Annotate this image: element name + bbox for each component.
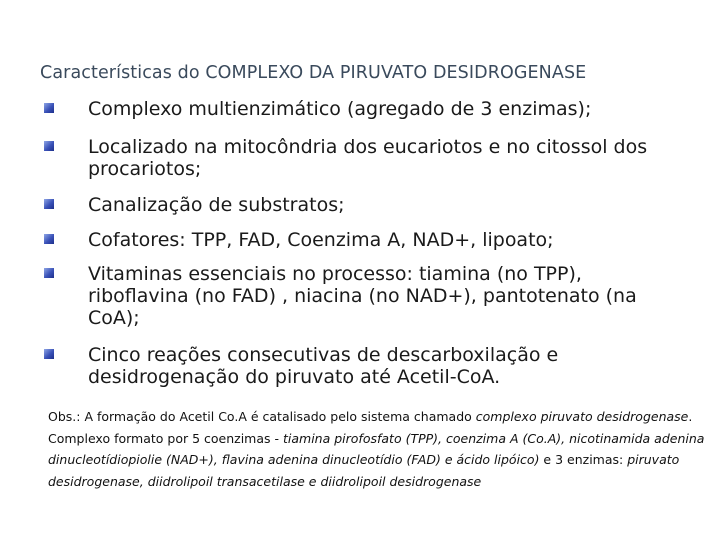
- bullet-square-icon: [44, 199, 54, 209]
- bullet-text: Canalização de substratos;: [88, 194, 345, 216]
- slide-title: Características do COMPLEXO DA PIRUVATO DESIDROGENASE: [40, 63, 587, 83]
- bullet-text: Vitaminas essenciais no processo: tiamina (no TPP), riboflavina (no FAD) , niacina (no NAD+), pantotenato (na CoA);: [88, 263, 637, 329]
- obs-text: . Complexo formato por 5 coenzimas -: [48, 409, 693, 446]
- bullet-text: Localizado na mitocôndria dos eucariotos e no citossol dos procariotos;: [88, 136, 648, 180]
- obs-text: e 3 enzimas:: [539, 452, 628, 467]
- obs-italic-complex: complexo piruvato desidrogenase: [475, 409, 689, 424]
- bullet-text: Cofatores: TPP, FAD, Coenzima A, NAD+, lipoato;: [88, 229, 554, 251]
- bullet-text: Cinco reações consecutivas de descarboxilação e desidrogenação do piruvato até Acetil-CoA.: [88, 344, 559, 388]
- bullet-square-icon: [44, 268, 54, 278]
- bullet-square-icon: [44, 103, 54, 113]
- bullet-square-icon: [44, 349, 54, 359]
- bullet-text: Complexo multienzimático (agregado de 3 enzimas);: [88, 98, 592, 120]
- bullet-square-icon: [44, 141, 54, 151]
- obs-italic-coenzymes: tiamina pirofosfato (TPP), coenzima A (Co.A), nicotinamida adenina dinucleotídiopiolie (NAD+), flavina adenina dinucleotídio (FAD) e ácido lipóico): [48, 430, 705, 467]
- bullet-square-icon: [44, 234, 54, 244]
- observation-note: [48, 406, 708, 492]
- obs-italic-enzymes: piruvato desidrogenase, diidrolipoil transacetilase e diidrolipoil desidrogenase: [48, 452, 680, 489]
- obs-text: Obs.: A formação do Acetil Co.A é catalisado pelo sistema chamado: [48, 409, 476, 424]
